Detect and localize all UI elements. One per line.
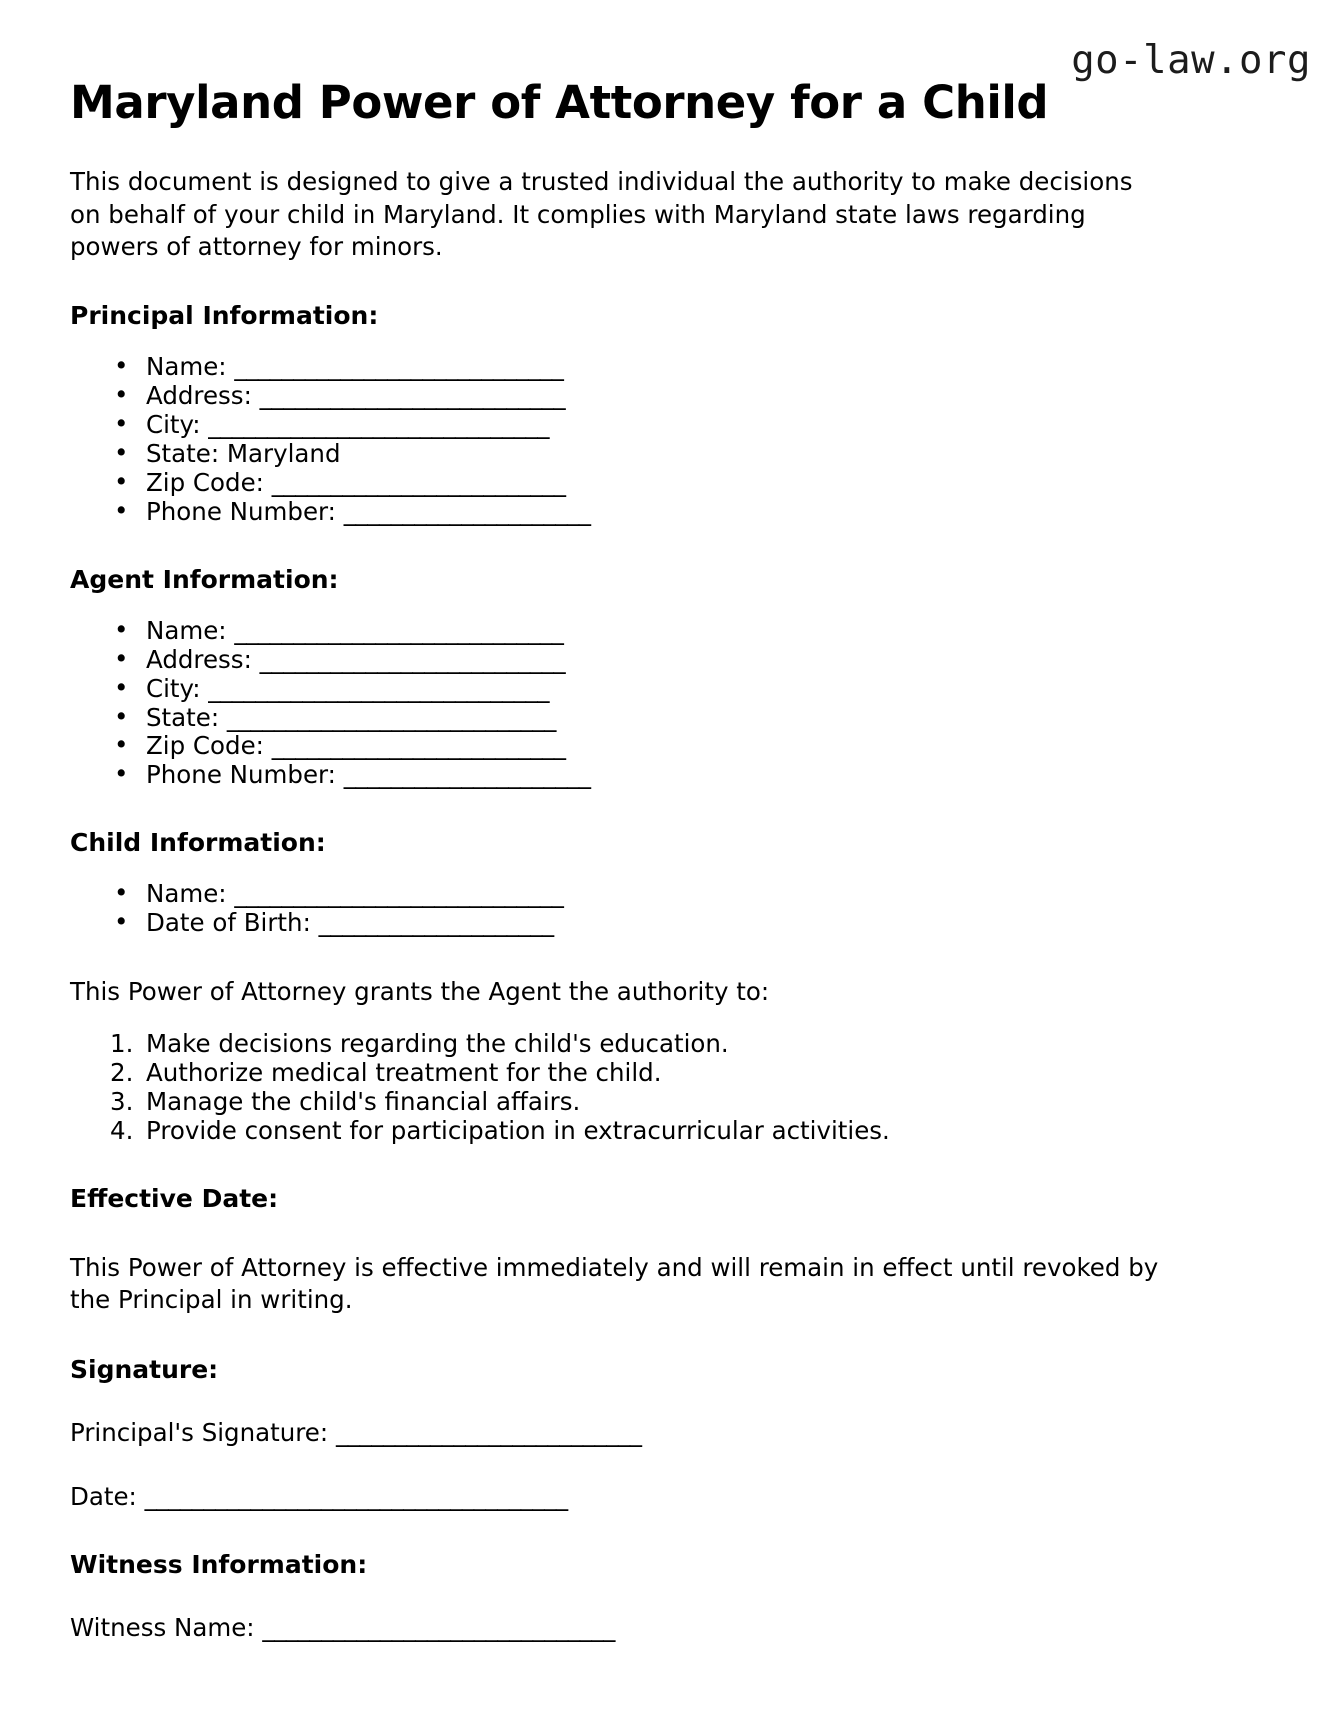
list-item — [114, 643, 1213, 675]
field-blank-line: ____________________________ — [234, 615, 564, 645]
field-blank-line: __________________________ — [259, 381, 566, 411]
list-item — [114, 761, 1213, 790]
bullet-icon: • — [114, 643, 129, 673]
bullet-icon: • — [114, 351, 129, 381]
field-label: Phone Number: — [146, 496, 336, 526]
field-label: City: — [146, 410, 201, 440]
bullet-icon: • — [114, 380, 129, 410]
list-item: Make decisions regarding the child's education. — [146, 1029, 729, 1059]
list-item: Authorize medical treatment for the child. — [146, 1058, 662, 1088]
witness-name-field — [70, 1612, 1213, 1644]
section-heading-agent-information: Agent Information: — [70, 564, 339, 594]
list-item — [114, 909, 1213, 938]
list-item — [114, 614, 1213, 646]
list-item — [114, 411, 1213, 440]
bullet-icon: • — [114, 495, 129, 525]
field-blank-line: ____________________________ — [226, 702, 556, 732]
field-label: Address: — [146, 381, 252, 411]
bullet-icon: • — [114, 672, 129, 702]
field-label: Address: — [146, 644, 252, 674]
field-label: Name: — [146, 615, 227, 645]
field-label: Name: — [146, 352, 227, 382]
section-heading-child-information: Child Information: — [70, 828, 326, 858]
effective-date-body: This Power of Attorney is effective immediately and will remain in effect until revoked by the Principal in writing. — [70, 1253, 1159, 1315]
child-fields-list — [70, 880, 1213, 938]
bullet-icon: • — [114, 467, 129, 496]
field-label: Witness Name: — [70, 1613, 255, 1643]
site-watermark: go-law.org — [1071, 38, 1311, 83]
field-blank-line: ____________________________________ — [144, 1481, 568, 1511]
field-label: City: — [146, 673, 201, 703]
field-label: Date: — [70, 1481, 137, 1511]
bullet-icon: • — [114, 759, 129, 789]
list-item — [114, 382, 1213, 411]
field-blank-line: ______________________________ — [262, 1613, 615, 1643]
field-blank-line: __________________________ — [259, 644, 566, 674]
field-blank-line: _____________________________ — [208, 410, 550, 440]
field-label: Name: — [146, 879, 227, 909]
list-item — [114, 353, 1213, 382]
field-blank-line: _____________________ — [343, 760, 591, 790]
list-item: Provide consent for participation in extracurricular activities. — [146, 1116, 890, 1146]
field-blank-line: _____________________________ — [208, 673, 550, 703]
section-heading-effective-date: Effective Date: — [70, 1184, 279, 1214]
field-blank-line: ____________________ — [318, 908, 554, 938]
bullet-icon: • — [114, 614, 129, 644]
list-item: Manage the child's financial affairs. — [146, 1087, 581, 1117]
bullet-icon: • — [114, 878, 129, 908]
section-heading-signature: Signature: — [70, 1354, 219, 1384]
granted-authorities-list — [70, 1030, 1213, 1146]
principal-fields-list — [70, 353, 1213, 526]
section-heading-principal-information: Principal Information: — [70, 301, 379, 331]
list-item — [114, 440, 1213, 469]
list-item — [114, 701, 1213, 733]
list-item — [114, 732, 1213, 761]
section-heading-witness-information: Witness Information: — [70, 1550, 368, 1580]
field-blank-line: _________________________ — [271, 731, 566, 761]
bullet-icon: • — [114, 907, 129, 937]
field-label: Phone Number: — [146, 760, 336, 790]
field-label: Date of Birth: — [146, 908, 311, 938]
bullet-icon: • — [114, 438, 129, 468]
field-blank-line: ____________________________ — [234, 879, 564, 909]
field-blank-line: _________________________ — [271, 468, 566, 497]
field-label: State: Maryland — [146, 439, 341, 469]
bullet-icon: • — [114, 701, 129, 731]
list-item — [114, 672, 1213, 704]
agent-fields-list — [70, 614, 1213, 790]
list-item — [114, 495, 1213, 527]
list-item — [114, 469, 1213, 498]
list-item — [114, 880, 1213, 909]
field-label: Zip Code: — [146, 731, 264, 761]
intro-paragraph: This document is designed to give a trusted individual the authority to make decisions on behalf of your child in Maryland. It complies with Maryland state laws regarding powers of attorney for minors. — [70, 167, 1133, 262]
field-blank-line: _____________________ — [343, 496, 591, 526]
principal-signature-field — [70, 1417, 1213, 1449]
bullet-icon: • — [114, 730, 129, 760]
grants-lead-in: This Power of Attorney grants the Agent the authority to: — [70, 977, 770, 1007]
signature-date-field — [70, 1481, 1213, 1513]
field-blank-line: __________________________ — [335, 1417, 642, 1447]
bullet-icon: • — [114, 409, 129, 439]
field-label: State: — [146, 702, 220, 732]
field-label: Zip Code: — [146, 468, 264, 497]
field-blank-line: ____________________________ — [234, 352, 564, 382]
page-title: Maryland Power of Attorney for a Child — [70, 76, 1049, 129]
field-label: Principal's Signature: — [70, 1417, 329, 1447]
